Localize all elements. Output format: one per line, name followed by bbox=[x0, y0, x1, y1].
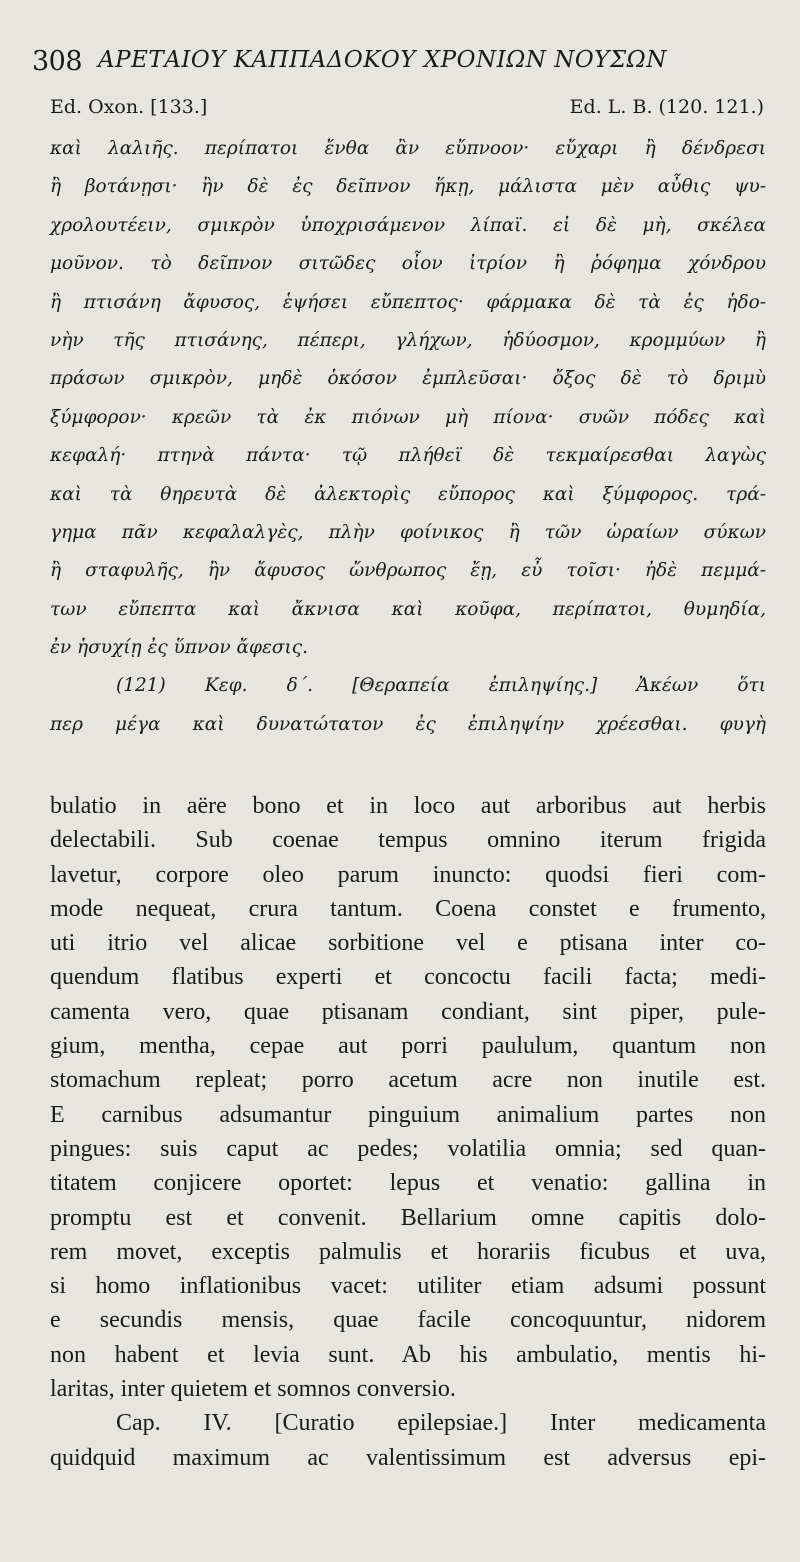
greek-line: ἢ βοτάνῃσι· ἢν δὲ ἐς δεῖπνον ἥκῃ, μάλιστα μὲν αὖθις ψυ- bbox=[50, 176, 766, 198]
running-title: ΑΡΕΤΑΙΟΥ ΚΑΠΠΑΔΟΚΟΥ ΧΡΟΝΙΩΝ ΝΟΥΣΩΝ bbox=[98, 47, 667, 73]
latin-line: si homo inflationibus vacet: utiliter etiam adsumi possunt bbox=[50, 1273, 766, 1300]
latin-line: uti itrio vel alicae sorbitione vel e ptisana inter co- bbox=[50, 930, 766, 957]
greek-line: ξύμφορον· κρεῶν τὰ ἐκ πιόνων μὴ πίονα· συῶν πόδες καὶ bbox=[50, 406, 766, 428]
greek-line: νὴν τῆς πτισάνης, πέπερι, γλήχων, ἡδύοσμον, κρομμύων ἢ bbox=[50, 329, 766, 351]
greek-line: περ μέγα καὶ δυνατώτατον ἐς ἐπιληψίην χρέεσθαι. φυγὴ bbox=[50, 713, 766, 735]
edition-reference-left: Ed. Oxon. [133.] bbox=[50, 96, 208, 118]
latin-line: lavetur, corpore oleo parum inuncto: quodsi fieri com- bbox=[50, 861, 766, 888]
edition-reference-right: Ed. L. B. (120. 121.) bbox=[569, 96, 764, 118]
latin-line: delectabili. Sub coenae tempus omnino iterum frigida bbox=[50, 827, 766, 854]
latin-line: mode nequeat, crura tantum. Coena constet e frumento, bbox=[50, 895, 766, 922]
latin-line: pingues: suis caput ac pedes; volatilia omnia; sed quan- bbox=[50, 1135, 766, 1162]
latin-line: e secundis mensis, quae facile concoquuntur, nidorem bbox=[50, 1307, 766, 1334]
latin-line: promptu est et convenit. Bellarium omne capitis dolo- bbox=[50, 1204, 766, 1231]
latin-line: gium, mentha, cepae aut porri paululum, quantum non bbox=[50, 1033, 766, 1060]
latin-line: camenta vero, quae ptisanam condiant, sint piper, pule- bbox=[50, 998, 766, 1025]
greek-line: καὶ τὰ θηρευτὰ δὲ ἀλεκτορὶς εὔπορος καὶ ξύμφορος. τρά- bbox=[50, 483, 766, 505]
latin-line: laritas, inter quietem et somnos conversio. bbox=[50, 1376, 456, 1403]
greek-line: καὶ λαλιῆς. περίπατοι ἔνθα ἂν εὔπνοον· εὔχαρι ἢ δένδρεσι bbox=[50, 138, 766, 159]
latin-line: stomachum repleat; porro acetum acre non inutile est. bbox=[50, 1067, 766, 1094]
greek-line: ἢ σταφυλῆς, ἢν ἄφυσος ὤνθρωπος ἔῃ, εὖ τοῖσι· ἠδὲ πεμμά- bbox=[50, 560, 766, 582]
latin-translation-block bbox=[50, 789, 766, 1475]
latin-line: rem movet, exceptis palmulis et horariis ficubus et uva, bbox=[50, 1238, 766, 1265]
latin-chapter-heading-line: Cap. IV. [Curatio epilepsiae.] Inter medicamenta bbox=[116, 1410, 766, 1437]
greek-line: χρολουτέειν, σμικρὸν ὑποχρισάμενον λίπαϊ. εἰ δὲ μὴ, σκέλεα bbox=[50, 214, 766, 236]
page-number: 308 bbox=[32, 46, 83, 77]
greek-text-block bbox=[50, 130, 766, 744]
latin-line: bulatio in aëre bono et in loco aut arboribus aut herbis bbox=[50, 793, 766, 819]
latin-line: non habent et levia sunt. Ab his ambulatio, mentis hi- bbox=[50, 1341, 766, 1368]
greek-line: ἢ πτισάνη ἄφυσος, ἑψήσει εὔπεπτος· φάρμακα δὲ τὰ ἐς ἡδο- bbox=[50, 291, 766, 313]
latin-line: quendum flatibus experti et concoctu facili facta; medi- bbox=[50, 964, 766, 991]
latin-line: E carnibus adsumantur pinguium animalium partes non bbox=[50, 1101, 766, 1128]
greek-line: ἐν ἡσυχίῃ ἐς ὕπνον ἄφεσις. bbox=[50, 637, 309, 659]
greek-line: γημα πᾶν κεφαλαλγὲς, πλὴν φοίνικος ἢ τῶν ὡραίων σύκων bbox=[50, 521, 766, 543]
greek-line: μοῦνον. τὸ δεῖπνον σιτῶδες οἷον ἰτρίον ἢ ῥόφημα χόνδρου bbox=[50, 253, 766, 275]
latin-line: titatem conjicere oportet: lepus et venatio: gallina in bbox=[50, 1170, 766, 1197]
greek-line: πράσων σμικρὸν, μηδὲ ὁκόσον ἐμπλεῦσαι· ὄξος δὲ τὸ δριμὺ bbox=[50, 368, 766, 390]
greek-line: των εὔπεπτα καὶ ἄκνισα καὶ κοῦφα, περίπατοι, θυμηδία, bbox=[50, 598, 766, 620]
greek-line: κεφαλή· πτηνὰ πάντα· τῷ πλήθεϊ δὲ τεκμαίρεσθαι λαγὼς bbox=[50, 445, 766, 467]
greek-chapter-heading-line: (121) Κεφ. δ΄. [Θεραπεία ἐπιληψίης.] Ἀκέων ὅτι bbox=[116, 675, 766, 697]
latin-line: quidquid maximum ac valentissimum est adversus epi- bbox=[50, 1444, 766, 1471]
